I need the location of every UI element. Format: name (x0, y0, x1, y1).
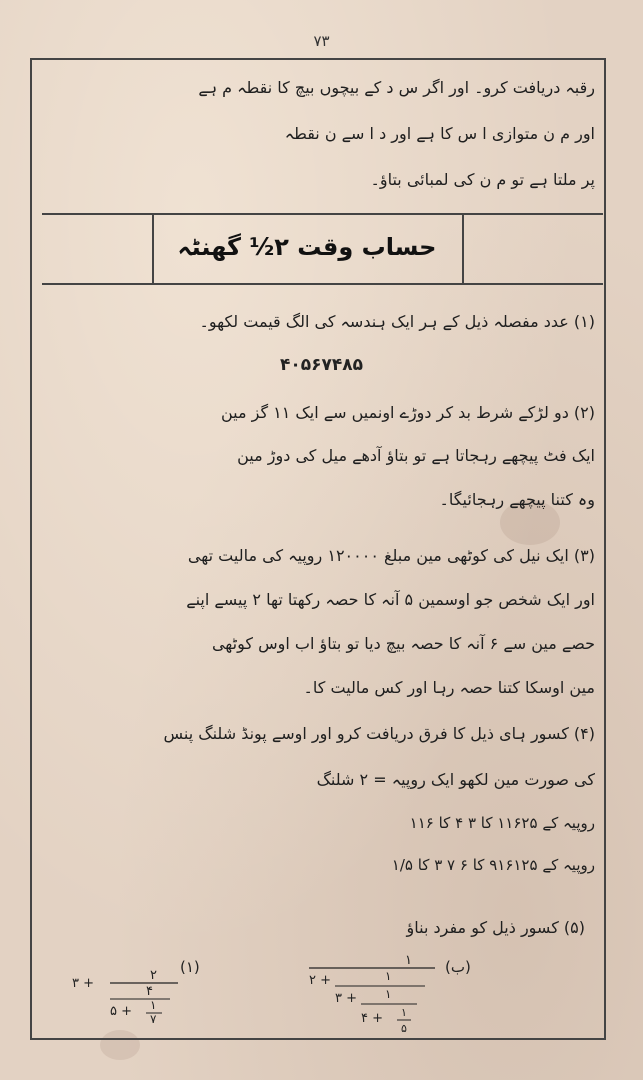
question-2-line: ایک فٹ پیچھے رہجاتا ہے تو بتاؤ آدھے میل کی دوڑ مین (237, 446, 595, 465)
question-4-line: روپیہ کے ۹۱۶۱۲۵ کا ۶ ۷ ۳ کا ۱/۵ (391, 856, 595, 874)
question-3-line: حصے مین سے ۶ آنہ کا حصہ بیچ دیا تو بتاؤ اب اوس کوٹھی (211, 634, 595, 653)
svg-text:۳ +: ۳ + (335, 991, 358, 1006)
svg-text:۴: ۴ (146, 984, 153, 999)
question-3-line: مین اوسکا کتنا حصہ رہا اور کس مالیت کا۔ (303, 678, 595, 697)
svg-text:۱: ۱ (385, 969, 392, 983)
fraction-b-label: (ب) (445, 958, 471, 976)
fraction-b-drawing (305, 950, 445, 1040)
question-3-line: (۳) ایک نیل کی کوٹھی مین مبلغ ۱۲۰۰۰۰ روپیہ کی مالیت تھی (187, 546, 595, 565)
question-2-line: وہ کتنا پیچھے رہجائیگا۔ (439, 490, 595, 509)
page-number: ۷۳ (313, 32, 330, 50)
question-4-line: کی صورت مین لکھو ایک روپیہ = ۲ شلنگ (316, 770, 595, 789)
question-4-line: (۴) کسور ہای ذیل کا فرق دریافت کرو اور اوسے پونڈ شلنگ پنس (163, 724, 595, 743)
question-1: (۱) عدد مفصلہ ذیل کے ہر ایک ہندسہ کی الگ قیمت لکھو۔ (199, 312, 595, 331)
svg-text:۱: ۱ (405, 953, 412, 968)
fraction-a (70, 965, 180, 1025)
svg-text:۵ +: ۵ + (110, 1004, 133, 1019)
svg-text:۴ +: ۴ + (361, 1011, 384, 1026)
divider (42, 283, 603, 285)
question-4-line: روپیہ کے ۱۱۶۲۵ کا ۳ ۴ کا ۱۱۶ (409, 814, 595, 832)
fraction-b (305, 950, 445, 1040)
text-line: پر ملتا ہے تو م ن کی لمبائی بتاؤ۔ (370, 170, 595, 189)
svg-text:۵: ۵ (401, 1022, 407, 1035)
svg-text:۱: ۱ (385, 987, 392, 1001)
divider (42, 213, 603, 215)
question-5: (۵) کسور ذیل کو مفرد بناؤ (406, 918, 585, 937)
divider (462, 213, 464, 283)
fraction-a-label: (۱) (180, 958, 200, 976)
svg-text:۷: ۷ (150, 1012, 157, 1025)
question-3-line: اور ایک شخص جو اوسمین ۵ آنہ کا حصہ رکھتا تھا ۲ پیسے اپنے (186, 590, 595, 609)
svg-text:۱: ۱ (401, 1006, 407, 1019)
question-2-line: (۲) دو لڑکے شرط بد کر دوڑے اونمیں سے ایک ۱۱ گز مین (220, 403, 595, 422)
svg-text:۲ +: ۲ + (309, 973, 332, 988)
fraction-a-drawing (70, 965, 180, 1025)
svg-text:۲: ۲ (150, 968, 157, 983)
svg-text:۳ +: ۳ + (72, 976, 95, 991)
text-line: اور م ن متوازی ا س کا ہے اور د ا سے ن نقطہ (284, 124, 595, 143)
question-1-number: ۴۰۵۶۷۴۸۵ (279, 355, 363, 375)
section-title: حساب وقت ۲½ گھنٹہ (177, 233, 437, 261)
text-line: رقبہ دریافت کرو۔ اور اگر س د کے بیچوں بیچ کا نقطہ م ہے (198, 78, 595, 97)
svg-text:۱: ۱ (150, 998, 157, 1012)
